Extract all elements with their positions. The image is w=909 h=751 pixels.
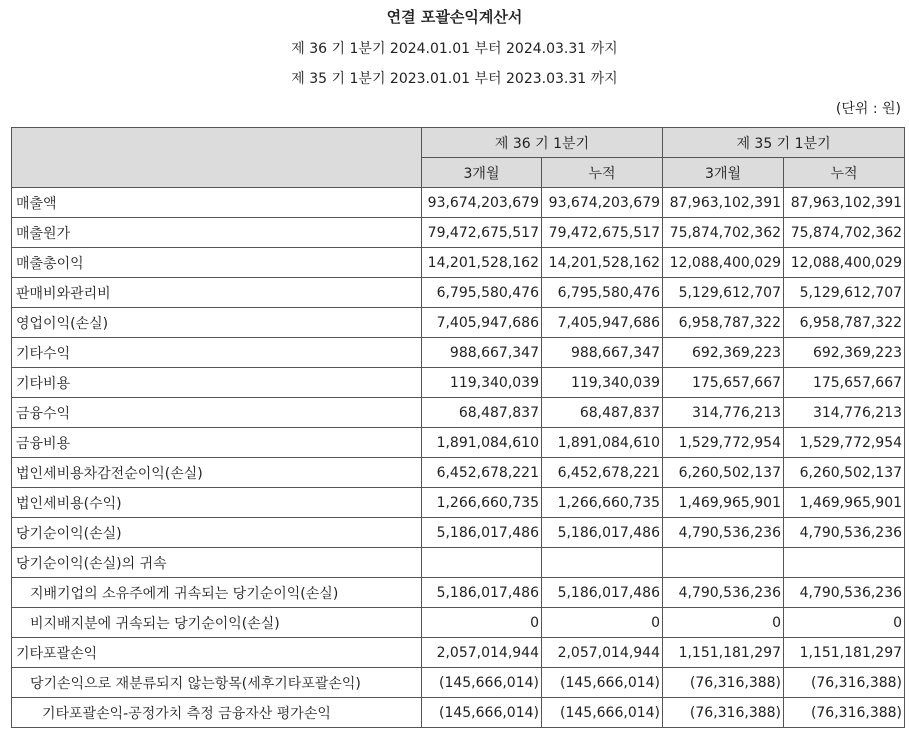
- row-label: 당기손익으로 재분류되지 않는항목(세후기타포괄손익): [12, 668, 422, 698]
- prior-cumulative-value: (76,316,388): [784, 668, 905, 698]
- current-cumulative-value: 6,452,678,221: [542, 458, 663, 488]
- current-cumulative-value: 0: [542, 608, 663, 638]
- current-3m-value: [422, 548, 542, 578]
- row-label: 기타수익: [12, 338, 422, 368]
- current-cumulative-value: 2,057,014,944: [542, 638, 663, 668]
- current-cumulative-value: 79,472,675,517: [542, 218, 663, 248]
- current-3m-value: 7,405,947,686: [422, 308, 542, 338]
- prior-cumulative-value: 1,469,965,901: [784, 488, 905, 518]
- prior-cumulative-value: 314,776,213: [784, 398, 905, 428]
- current-3m-value: (145,666,014): [422, 668, 542, 698]
- prior-3m-value: (76,316,388): [663, 698, 784, 728]
- row-label: 매출원가: [12, 218, 422, 248]
- row-label: 금융비용: [12, 428, 422, 458]
- table-row: [12, 638, 905, 668]
- current-cumulative-value: 7,405,947,686: [542, 308, 663, 338]
- prior-cumulative-value: (76,316,388): [784, 698, 905, 728]
- prior-3m-value: 175,657,667: [663, 368, 784, 398]
- prior-cumulative-value: [784, 548, 905, 578]
- row-label: 기타포괄손익-공정가치 측정 금융자산 평가손익: [12, 698, 422, 728]
- table-row: [12, 548, 905, 578]
- table-row: [12, 488, 905, 518]
- row-label: 판매비와관리비: [12, 278, 422, 308]
- table-row: [12, 278, 905, 308]
- current-3m-value: 119,340,039: [422, 368, 542, 398]
- current-cumulative-value: (145,666,014): [542, 698, 663, 728]
- prior-cumulative-value: 4,790,536,236: [784, 518, 905, 548]
- current-3m-value: 6,795,580,476: [422, 278, 542, 308]
- current-3m-value: 5,186,017,486: [422, 518, 542, 548]
- header-prior-period: 제 35 기 1분기: [663, 128, 905, 158]
- prior-cumulative-value: 175,657,667: [784, 368, 905, 398]
- row-label: 기타비용: [12, 368, 422, 398]
- table-row: [12, 428, 905, 458]
- row-label: 지배기업의 소유주에게 귀속되는 당기순이익(손실): [12, 578, 422, 608]
- current-cumulative-value: [542, 548, 663, 578]
- table-row: [12, 338, 905, 368]
- prior-3m-value: 6,958,787,322: [663, 308, 784, 338]
- prior-3m-value: 1,529,772,954: [663, 428, 784, 458]
- header-prior-cumulative: 누적: [784, 158, 905, 188]
- current-3m-value: 0: [422, 608, 542, 638]
- row-label: 비지배지분에 귀속되는 당기순이익(손실): [12, 608, 422, 638]
- current-cumulative-value: (145,666,014): [542, 668, 663, 698]
- table-row: [12, 218, 905, 248]
- current-3m-value: 5,186,017,486: [422, 578, 542, 608]
- row-label: 법인세비용(수익): [12, 488, 422, 518]
- row-label: 영업이익(손실): [12, 308, 422, 338]
- current-cumulative-value: 14,201,528,162: [542, 248, 663, 278]
- row-label: 금융수익: [12, 398, 422, 428]
- prior-cumulative-value: 0: [784, 608, 905, 638]
- table-row: [12, 458, 905, 488]
- prior-cumulative-value: 692,369,223: [784, 338, 905, 368]
- table-row: [12, 608, 905, 638]
- income-statement-table: [11, 127, 905, 728]
- header-account: [12, 128, 422, 188]
- current-cumulative-value: 119,340,039: [542, 368, 663, 398]
- prior-cumulative-value: 4,790,536,236: [784, 578, 905, 608]
- table-row: [12, 698, 905, 728]
- header-current-cumulative: 누적: [542, 158, 663, 188]
- statement-title: 연결 포괄손익계산서: [386, 8, 523, 26]
- prior-3m-value: 87,963,102,391: [663, 188, 784, 218]
- prior-3m-value: 692,369,223: [663, 338, 784, 368]
- prior-cumulative-value: 1,151,181,297: [784, 638, 905, 668]
- current-cumulative-value: 93,674,203,679: [542, 188, 663, 218]
- header-prior-3m: 3개월: [663, 158, 784, 188]
- header-current-3m: 3개월: [422, 158, 542, 188]
- period-current: 제 36 기 1분기 2024.01.01 부터 2024.03.31 까지: [291, 41, 618, 57]
- table-row: [12, 188, 905, 218]
- current-3m-value: 6,452,678,221: [422, 458, 542, 488]
- row-label: 매출액: [12, 188, 422, 218]
- row-label: 당기순이익(손실)의 귀속: [12, 548, 422, 578]
- prior-3m-value: 314,776,213: [663, 398, 784, 428]
- header-current-period: 제 36 기 1분기: [422, 128, 663, 158]
- current-cumulative-value: 5,186,017,486: [542, 518, 663, 548]
- current-3m-value: 1,891,084,610: [422, 428, 542, 458]
- prior-3m-value: 75,874,702,362: [663, 218, 784, 248]
- prior-3m-value: 5,129,612,707: [663, 278, 784, 308]
- table-row: [12, 368, 905, 398]
- prior-cumulative-value: 75,874,702,362: [784, 218, 905, 248]
- current-cumulative-value: 5,186,017,486: [542, 578, 663, 608]
- current-3m-value: 68,487,837: [422, 398, 542, 428]
- unit-label: (단위 : 원): [835, 101, 901, 117]
- period-prior: 제 35 기 1분기 2023.01.01 부터 2023.03.31 까지: [291, 71, 618, 87]
- current-cumulative-value: 68,487,837: [542, 398, 663, 428]
- prior-cumulative-value: 12,088,400,029: [784, 248, 905, 278]
- prior-cumulative-value: 6,260,502,137: [784, 458, 905, 488]
- row-label: 당기순이익(손실): [12, 518, 422, 548]
- prior-cumulative-value: 1,529,772,954: [784, 428, 905, 458]
- current-cumulative-value: 6,795,580,476: [542, 278, 663, 308]
- current-3m-value: 1,266,660,735: [422, 488, 542, 518]
- prior-3m-value: 4,790,536,236: [663, 578, 784, 608]
- prior-3m-value: (76,316,388): [663, 668, 784, 698]
- current-3m-value: 79,472,675,517: [422, 218, 542, 248]
- table-row: [12, 578, 905, 608]
- prior-3m-value: 0: [663, 608, 784, 638]
- prior-cumulative-value: 6,958,787,322: [784, 308, 905, 338]
- prior-3m-value: 6,260,502,137: [663, 458, 784, 488]
- prior-cumulative-value: 87,963,102,391: [784, 188, 905, 218]
- row-label: 매출총이익: [12, 248, 422, 278]
- row-label: 기타포괄손익: [12, 638, 422, 668]
- prior-3m-value: [663, 548, 784, 578]
- prior-3m-value: 4,790,536,236: [663, 518, 784, 548]
- table-row: [12, 308, 905, 338]
- table-row: [12, 518, 905, 548]
- table-row: [12, 668, 905, 698]
- current-3m-value: 14,201,528,162: [422, 248, 542, 278]
- current-cumulative-value: 988,667,347: [542, 338, 663, 368]
- prior-cumulative-value: 5,129,612,707: [784, 278, 905, 308]
- current-3m-value: 93,674,203,679: [422, 188, 542, 218]
- prior-3m-value: 1,151,181,297: [663, 638, 784, 668]
- current-cumulative-value: 1,891,084,610: [542, 428, 663, 458]
- prior-3m-value: 1,469,965,901: [663, 488, 784, 518]
- table-row: [12, 248, 905, 278]
- table-row: [12, 398, 905, 428]
- current-3m-value: (145,666,014): [422, 698, 542, 728]
- current-cumulative-value: 1,266,660,735: [542, 488, 663, 518]
- current-3m-value: 2,057,014,944: [422, 638, 542, 668]
- row-label: 법인세비용차감전순이익(손실): [12, 458, 422, 488]
- prior-3m-value: 12,088,400,029: [663, 248, 784, 278]
- current-3m-value: 988,667,347: [422, 338, 542, 368]
